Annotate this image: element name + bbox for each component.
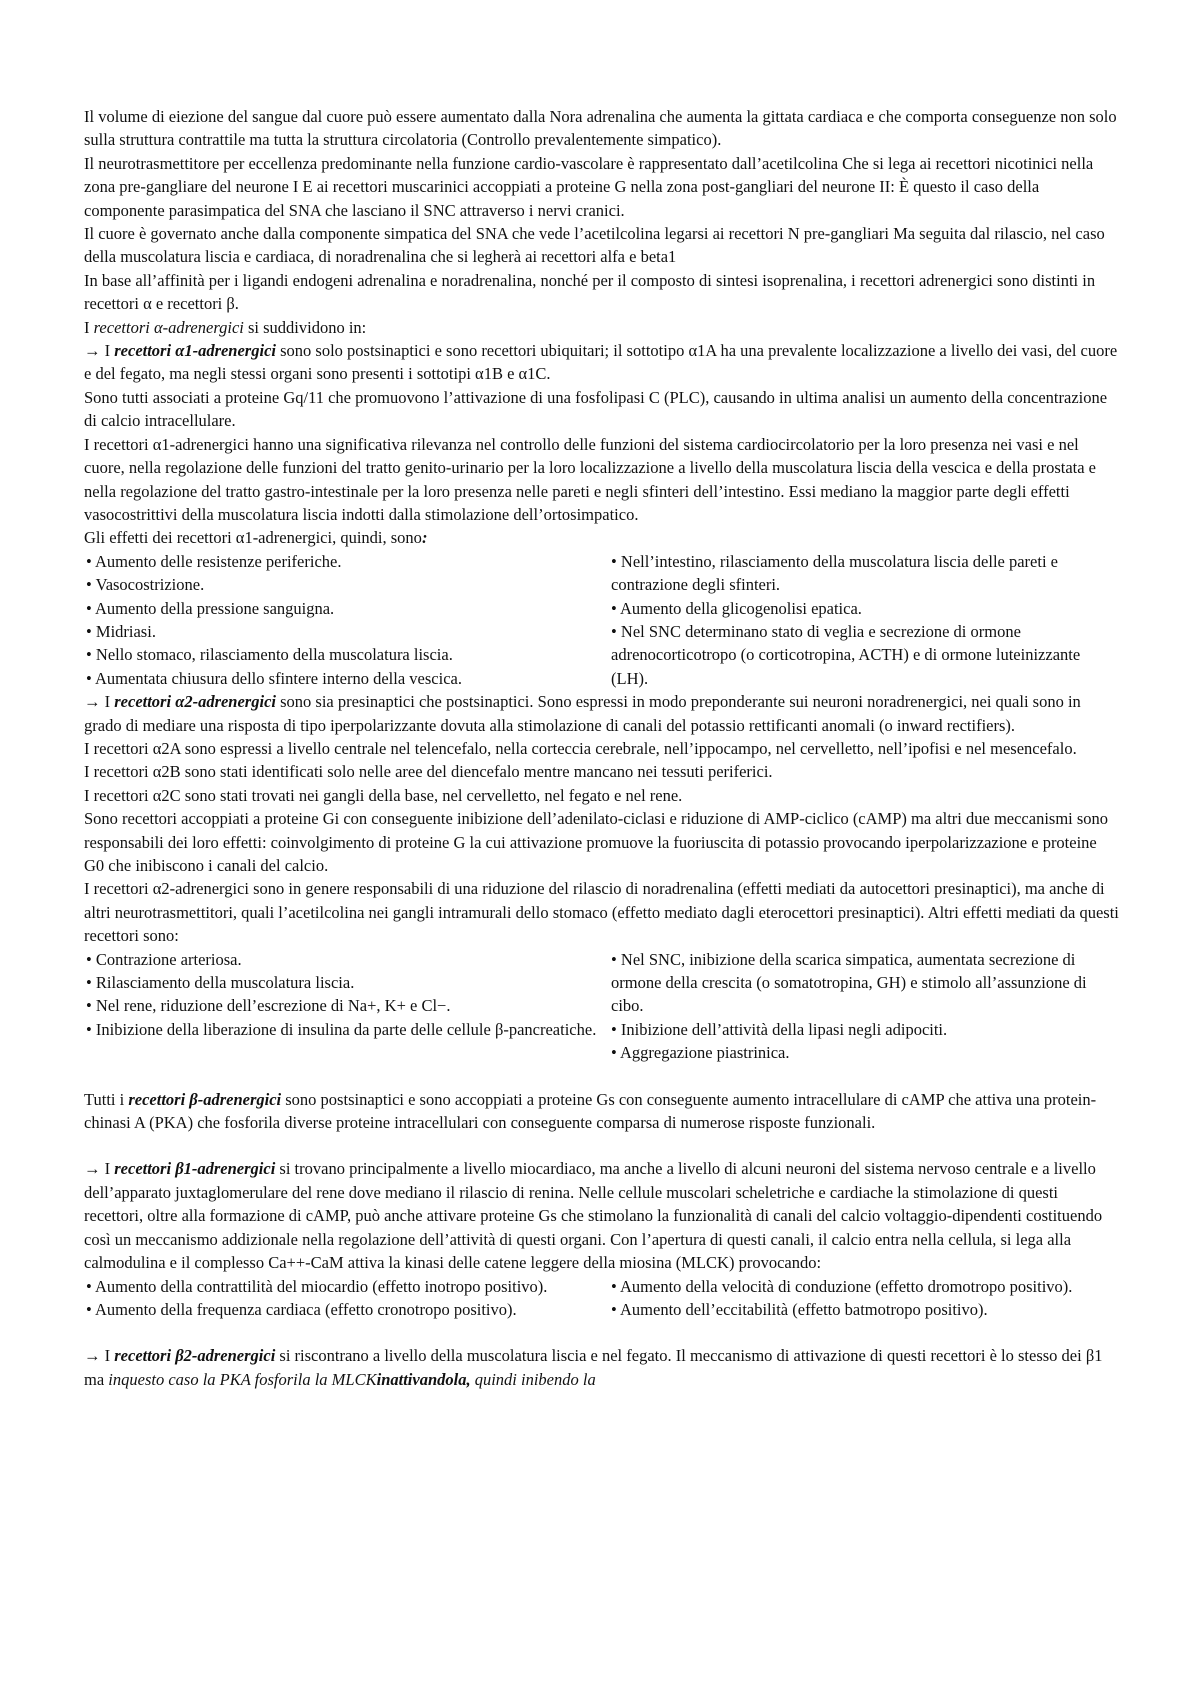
paragraph-alpha1: → I recettori α1-adrenergici sono solo postsinaptici e sono recettori ubiquitari; il sottotipo α1A ha una prevalente localizzazione a livello dei vasi, del cuore e del fegato, ma negli stessi organi sono presenti i sottotipi α1B e α1C. xyxy=(84,341,1118,384)
paragraph-beta1: → I recettori β1-adrenergici si trovano principalmente a livello miocardiaco, ma anche a livello di alcuni neuroni del sistema nervoso centrale e a livello dell’apparato juxtaglomerulare del rene dove mediano il rilascio di renina. Nelle cellule muscolari scheletriche e cardiache la stimolazione di questi recettori, oltre alla formazione di cAMP, può anche attivare proteine Gs che stimolano la funzionalità di canali del calcio voltaggio-dipendenti costituendo così un meccanismo addizionale nella regolazione dell’attività di questi organi. Con l’apertura di questi canali, il calcio entra nella cellula, si lega alla calmodulina e il complesso Ca++-CaM attiva la kinasi delle catene leggere della miosina (MLCK) provocando: xyxy=(84,1159,1103,1273)
paragraph-alpha2b: I recettori α2B sono stati identificati solo nelle aree del diencefalo mentre mancano nei tessuti periferici. xyxy=(84,762,773,782)
list-item: • Contrazione arteriosa. xyxy=(86,949,242,969)
beta1-effects-list xyxy=(84,1275,1119,1322)
spacer xyxy=(84,1321,1119,1344)
paragraph-alpha2-effects-intro: I recettori α2-adrenergici sono in genere responsabili di una riduzione del rilascio di noradrenalina (effetti mediati da autocettori presinaptici), ma anche di altri neurotrasmettitori, quali l’acetilcolina nei gangli intramurali dello stomaco (effetto mediato dagli eterocettori presinaptici). Altri effetti mediati da questi recettori sono: xyxy=(84,879,1119,946)
term-beta1: recettori β1-adrenergici xyxy=(114,1159,276,1179)
list-item: • Aumento della pressione sanguigna. xyxy=(86,598,335,618)
list-item: • Aumento della contrattilità del miocardio (effetto inotropo positivo). xyxy=(86,1276,548,1296)
paragraph-alpha2a: I recettori α2A sono espressi a livello centrale nel telencefalo, nella corteccia cerebrale, nell’ippocampo, nel cervelletto, nell’ipofisi e nel mesencefalo. xyxy=(84,738,1077,758)
paragraph-gi-coupling: Sono recettori accoppiati a proteine Gi con conseguente inibizione dell’adenilato-ciclasi e riduzione di AMP-ciclico (cAMP) ma altri due meccanismi sono responsabili dei loro effetti: coinvolgimento di proteine G la cui attivazione promuove la fuoriuscita di potassio provocando iperpolarizzazione e proteine G0 che inibiscono i canali del calcio. xyxy=(84,809,1109,875)
spacer xyxy=(84,1134,1119,1157)
list-item: • Inibizione dell’attività della lipasi negli adipociti. xyxy=(611,1019,948,1039)
list-item: • Aggregazione piastrinica. xyxy=(611,1043,790,1063)
term-alpha1: recettori α1-adrenergici xyxy=(114,341,276,361)
spacer xyxy=(84,1065,1119,1088)
list-item: • Nel SNC, inibizione della scarica simpatica, aumentata secrezione di ormone della crescita (o somatotropina, GH) e stimolo all’assunzione di cibo. xyxy=(611,949,1087,1016)
list-item: • Nello stomaco, rilasciamento della muscolatura liscia. xyxy=(86,645,453,665)
term-alpha-adrenergic: recettori α-adrenergici xyxy=(93,317,244,337)
list-item: • Aumento della frequenza cardiaca (effetto cronotropo positivo). xyxy=(86,1299,517,1319)
paragraph-neurotransmitter: Il neurotrasmettitore per eccellenza predominante nella funzione cardio-vascolare è rappresentato dall’acetilcolina Che si lega ai recettori nicotinici nella zona pre-gangliare del neurone I E ai recettori muscarinici accoppiati a proteine G nella zona post-gangliari del neurone II: È questo il caso della componente parasimpatica del SNA che lasciano il SNC attraverso i nervi cranici. xyxy=(84,153,1094,220)
list-item: • Nel rene, riduzione dell’escrezione di Na+, K+ e Cl−. xyxy=(86,996,451,1016)
paragraph-alpha2: → I recettori α2-adrenergici sono sia presinaptici che postsinaptici. Sono espressi in modo preponderante sui neuroni noradrenergici, nei quali sono in grado di mediare una risposta di tipo iperpolarizzante dovuta alla stimolazione di canali del potassio rettificanti anomali (o inward rectifiers). xyxy=(84,692,1081,735)
list-item: • Nel SNC determinano stato di veglia e secrezione di ormone adrenocorticotropo (o corticotropina, ACTH) e di ormone luteinizzante (LH). xyxy=(611,621,1081,688)
list-item: • Inibizione della liberazione di insulina da parte delle cellule β-pancreatiche. xyxy=(86,1019,597,1039)
paragraph-beta2: → I recettori β2-adrenergici si riscontrano a livello della muscolatura liscia e nel fegato. Il meccanismo di attivazione di questi recettori è lo stesso dei β1 ma inquesto caso la PKA fosforila la MLCKinattivandola, quindi inibendo la xyxy=(84,1346,1103,1389)
paragraph-adrenergic-classes: In base all’affinità per i ligandi endogeni adrenalina e noradrenalina, nonché per il composto di sintesi isoprenalina, i recettori adrenergici sono distinti in recettori α e recettori β. xyxy=(84,270,1096,314)
paragraph-alpha-intro: I recettori α-adrenergici si suddividono in: xyxy=(84,317,367,337)
paragraph-alpha2c: I recettori α2C sono stati trovati nei gangli della base, nel cervelletto, nel fegato e nel rene. xyxy=(84,785,683,805)
paragraph-ejection-volume: Il volume di eiezione del sangue dal cuore può essere aumentato dalla Nora adrenalina che aumenta la gittata cardiaca e che comporta conseguenze non solo sulla struttura contrattile ma tutta la struttura circolatoria (Controllo prevalentemente simpatico). xyxy=(84,107,1117,150)
document-page xyxy=(84,105,1119,1391)
list-item: • Nell’intestino, rilasciamento della muscolatura liscia delle pareti e contrazione degli sfinteri. xyxy=(611,551,1058,595)
list-item: • Aumento della velocità di conduzione (effetto dromotropo positivo). xyxy=(611,1276,1073,1296)
alpha2-effects-list xyxy=(84,948,1119,1065)
list-item: • Midriasi. xyxy=(86,621,156,641)
list-item: • Aumentata chiusura dello sfintere interno della vescica. xyxy=(86,668,462,688)
list-item: • Aumento dell’eccitabilità (effetto batmotropo positivo). xyxy=(611,1299,988,1319)
list-item: • Aumento delle resistenze periferiche. xyxy=(86,551,342,571)
term-alpha2: recettori α2-adrenergici xyxy=(114,692,276,712)
paragraph-alpha1-effects-intro: Gli effetti dei recettori α1-adrenergici, quindi, sono: xyxy=(84,528,428,548)
alpha1-effects-list xyxy=(84,550,1119,690)
list-item: • Aumento della glicogenolisi epatica. xyxy=(611,598,862,618)
list-item: • Vasocostrizione. xyxy=(86,575,205,595)
paragraph-alpha1-relevance: I recettori α1-adrenergici hanno una significativa rilevanza nel controllo delle funzioni del sistema cardiocircolatorio per la loro presenza nei vasi e nel cuore, nella regolazione delle funzioni del tratto genito-urinario per la loro localizzazione a livello della muscolatura liscia della vescica e della prostata e nella regolazione del tratto gastro-intestinale per la loro presenza nelle pareti e negli sfinteri dell’intestino. Essi mediano la maggior parte degli effetti vasocostrittivi della muscolatura liscia indotti dalla stimolazione dell’ortosimpatico. xyxy=(84,434,1097,524)
paragraph-sympathetic: Il cuore è governato anche dalla componente simpatica del SNA che vede l’acetilcolina legarsi ai recettori N pre-gangliari Ma seguita dal rilascio, nel caso della muscolatura liscia e cardiaca, di noradrenalina che si legherà ai recettori alfa e beta1 xyxy=(84,224,1105,267)
paragraph-gq11: Sono tutti associati a proteine Gq/11 che promuovono l’attivazione di una fosfolipasi C (PLC), causando in ultima analisi un aumento della concentrazione di calcio intracellulare. xyxy=(84,387,1108,431)
paragraph-beta: Tutti i recettori β-adrenergici sono postsinaptici e sono accoppiati a proteine Gs con conseguente aumento intracellulare di cAMP che attiva una protein-chinasi A (PKA) che fosforila diverse proteine intracellulari con conseguente comparsa di numerose risposte funzionali. xyxy=(84,1089,1097,1133)
term-beta: recettori β-adrenergici xyxy=(128,1089,282,1109)
list-item: • Rilasciamento della muscolatura liscia. xyxy=(86,973,355,993)
term-beta2: recettori β2-adrenergici xyxy=(114,1346,276,1366)
